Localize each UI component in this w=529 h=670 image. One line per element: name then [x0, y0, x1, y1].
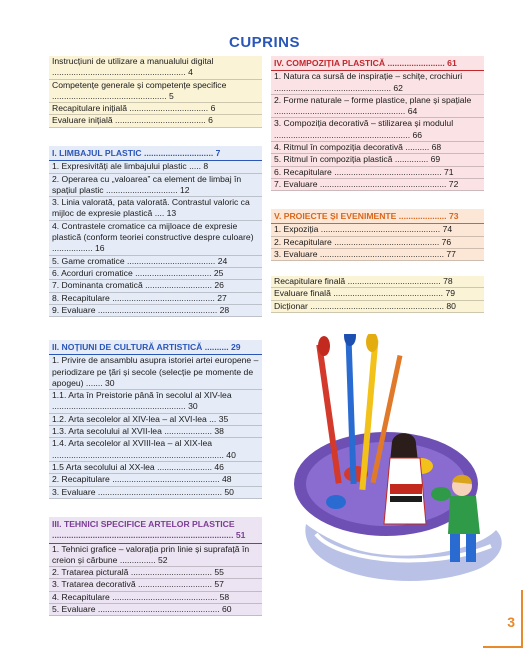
section-heading[interactable]: V. PROIECTE ȘI EVENIMENTE .................... 73	[271, 209, 484, 224]
section-heading[interactable]: II. NOȚIUNI DE CULTURĂ ARTISTICĂ .......... 29	[49, 340, 262, 355]
toc-section-3	[49, 517, 262, 616]
toc-entry[interactable]: Evaluare finală .............................................. 79	[271, 288, 484, 300]
toc-entry[interactable]: 9. Evaluare .................................................. 28	[49, 305, 262, 317]
toc-entry[interactable]: 1.1. Arta în Preistorie până în secolul al XIV-lea ........................................................ 30	[49, 390, 262, 414]
toc-entry[interactable]: 5. Evaluare ................................................... 60	[49, 604, 262, 616]
toc-entry[interactable]: Instrucțiuni de utilizare a manualului digital ........................................................ 4	[49, 56, 262, 80]
toc-section-2	[49, 340, 262, 499]
toc-entry[interactable]: 7. Evaluare ..................................................... 72	[271, 179, 484, 191]
toc-entry[interactable]: 6. Acorduri cromatice ................................ 25	[49, 268, 262, 280]
toc-entry[interactable]: 4. Recapitulare ............................................ 58	[49, 592, 262, 604]
toc-entry[interactable]: 3. Evaluare .................................................... 50	[49, 487, 262, 499]
toc-entry[interactable]: 2. Recapitulare ............................................. 48	[49, 474, 262, 486]
toc-entry[interactable]: 1. Tehnici grafice – valorația prin linie și suprafață în creion și cărbune ............... 52	[49, 544, 262, 568]
toc-entry[interactable]: Dicționar ........................................................ 80	[271, 301, 484, 313]
page-title: CUPRINS	[228, 34, 300, 51]
toc-intro-box	[49, 56, 262, 128]
palette-children-illustration	[286, 334, 512, 598]
toc-entry[interactable]: 3. Evaluare .................................................... 77	[271, 249, 484, 261]
toc-entry[interactable]: 3. Compoziția decorativă – stilizarea și modulul ......................................................... 66	[271, 118, 484, 142]
page-number: 3	[507, 614, 515, 630]
toc-entry[interactable]: Evaluare inițială ...................................... 6	[49, 115, 262, 127]
toc-entry[interactable]: 1. Expoziția .................................................. 74	[271, 224, 484, 236]
toc-entry[interactable]: 1. Expresivități ale limbajului plastic ..... 8	[49, 161, 262, 173]
toc-entry[interactable]: 1.5 Arta secolului al XX-lea ....................... 46	[49, 462, 262, 474]
toc-entry[interactable]: 2. Operarea cu „valoarea” ca element de limbaj în spațiul plastic .............................. 12	[49, 174, 262, 198]
toc-section-1	[49, 146, 262, 317]
toc-entry[interactable]: 3. Tratarea decorativă ............................... 57	[49, 579, 262, 591]
toc-entry[interactable]: 4. Contrastele cromatice ca mijloace de expresie plastică (conform teoriei constructive despre culoare) ................. 16	[49, 221, 262, 256]
page-corner-line	[521, 590, 523, 648]
toc-section-5	[271, 209, 484, 261]
toc-entry[interactable]: 1. Privire de ansamblu asupra istoriei artei europene – periodizare pe țări și secole (selecție pe momente de apogeu) ....... 30	[49, 355, 262, 390]
toc-entry[interactable]: Competențe generale și competențe specifice ................................................ 5	[49, 80, 262, 104]
page-corner-line	[483, 646, 523, 648]
section-heading[interactable]: I. LIMBAJUL PLASTIC ............................. 7	[49, 146, 262, 161]
toc-entry[interactable]: 3. Linia valorată, pata valorată. Contrastul valoric ca mijloc de expresie plastică .... 13	[49, 197, 262, 221]
toc-entry[interactable]: 1.3. Arta secolului al XVII-lea .................... 38	[49, 426, 262, 438]
toc-entry[interactable]: 1. Natura ca sursă de inspirație – schițe, crochiuri ................................................. 62	[271, 71, 484, 95]
toc-entry[interactable]: 2. Recapitulare ............................................ 76	[271, 237, 484, 249]
section-heading[interactable]: IV. COMPOZIȚIA PLASTICĂ ........................ 61	[271, 56, 484, 71]
toc-entry[interactable]: 5. Ritmul în compoziția plastică .............. 69	[271, 154, 484, 166]
section-heading[interactable]: III. TEHNICI SPECIFICE ARTELOR PLASTICE ............................................................................ 51	[49, 517, 262, 544]
toc-entry[interactable]: 4. Ritmul în compoziția decorativă .......... 68	[271, 142, 484, 154]
toc-entry[interactable]: 7. Dominanta cromatică ............................ 26	[49, 280, 262, 292]
toc-entry[interactable]: Recapitulare finală ....................................... 78	[271, 276, 484, 288]
toc-final-box	[271, 276, 484, 313]
toc-entry[interactable]: Recapitulare inițială ................................. 6	[49, 103, 262, 115]
toc-section-4	[271, 56, 484, 191]
toc-entry[interactable]: 1.4. Arta secolelor al XVIII-lea – al XIX-lea ........................................................................ 40	[49, 438, 262, 462]
toc-entry[interactable]: 8. Recapitulare ........................................... 27	[49, 293, 262, 305]
toc-entry[interactable]: 5. Game cromatice ..................................... 24	[49, 256, 262, 268]
toc-entry[interactable]: 6. Recapitulare ............................................. 71	[271, 167, 484, 179]
toc-entry[interactable]: 2. Tratarea picturală .................................. 55	[49, 567, 262, 579]
toc-entry[interactable]: 1.2. Arta secolelor al XIV-lea – al XVI-lea ... 35	[49, 414, 262, 426]
toc-entry[interactable]: 2. Forme naturale – forme plastice, plane și spațiale ....................................................... 64	[271, 95, 484, 119]
